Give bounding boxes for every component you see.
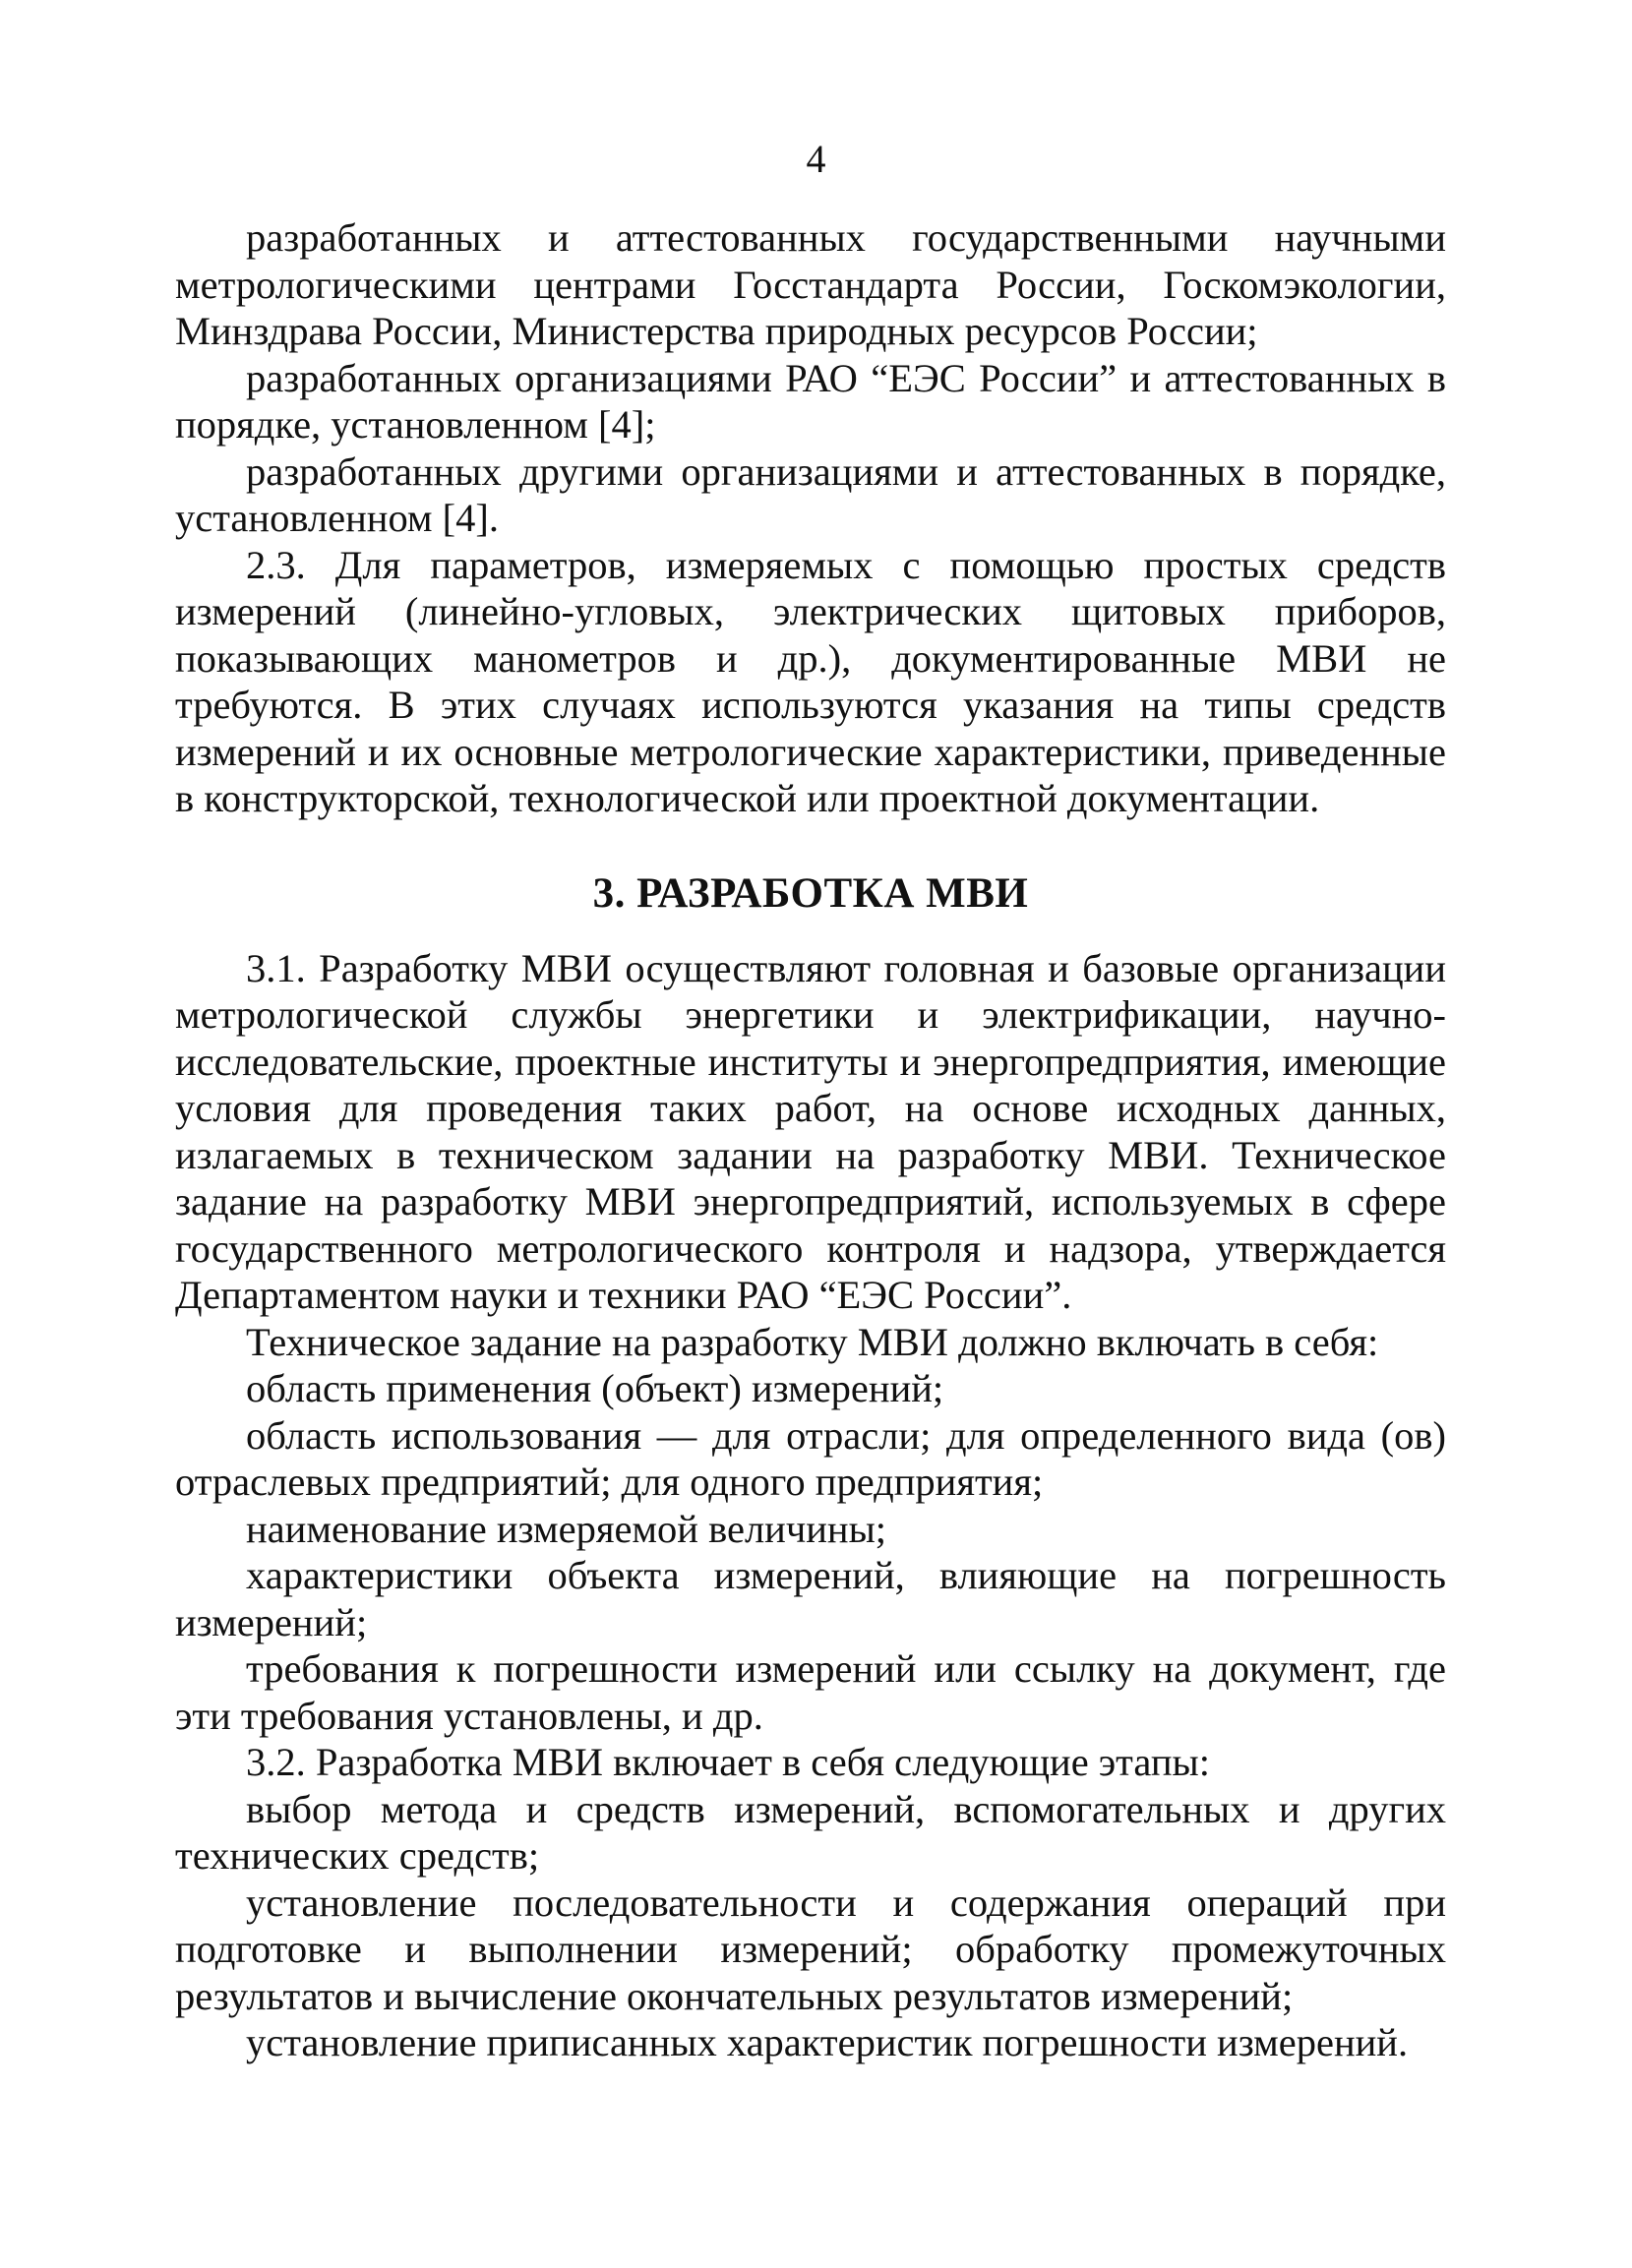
paragraph-3-1: 3.1. Разработку МВИ осуществляют головная и базовые организации метрологической службы энергетики и электрификации, научно-исследовательские, проектные институты и энергопредприятия, имеющие условия для проведения таких работ, на основе исходных данных, излагаемых в техническом задании на разработку МВИ. Техническое задание на разработку МВИ энергопредприятий, используемых в сфере государственного метрологического контроля и надзора, утверждается Департаментом науки и техники РАО “ЕЭС России”. bbox=[175, 945, 1446, 1317]
paragraph: разработанных другими организациями и аттестованных в порядке, установленном [4]. bbox=[175, 448, 1446, 540]
list-item: установление приписанных характеристик погрешности измерений. bbox=[246, 2020, 1409, 2064]
page-number: 4 bbox=[806, 137, 826, 181]
list-item: установление последовательности и содержания операций при подготовке и выполнении измерений; обработку промежуточных результатов и вычисление окончательных результатов измерений; bbox=[175, 1880, 1446, 2018]
list-item: наименование измеряемой величины; bbox=[246, 1506, 887, 1551]
paragraph-3-2: 3.2. Разработка МВИ включает в себя следующие этапы: bbox=[246, 1740, 1210, 1784]
list-item: характеристики объекта измерений, влияющие на погрешность измерений; bbox=[175, 1553, 1446, 1644]
list-item: область использования — для отрасли; для определенного вида (ов) отраслевых предприятий; для одного предприятия; bbox=[175, 1412, 1446, 1504]
paragraph: разработанных организациями РАО “ЕЭС России” и аттестованных в порядке, установленном [4]; bbox=[175, 355, 1446, 447]
list-item: выбор метода и средств измерений, вспомогательных и других технических средств; bbox=[175, 1786, 1446, 1878]
paragraph-2-3: 2.3. Для параметров, измеряемых с помощью простых средств измерений (линейно-угловых, электрических щитовых приборов, показывающих манометров и др.), документированные МВИ не требуются. В этих случаях используются указания на типы средств измерений и их основные метрологические характеристики, приведенные в конструкторской, технологической или проектной документации. bbox=[175, 542, 1446, 820]
paragraph: Техническое задание на разработку МВИ должно включать в себя: bbox=[246, 1319, 1379, 1364]
section-heading: 3. РАЗРАБОТКА МВИ bbox=[592, 869, 1029, 917]
paragraph: разработанных и аттестованных государственными научными метрологическими центрами Госстандарта России, Госкомэкологии, Минздрава России, Министерства природных ресурсов России; bbox=[175, 215, 1446, 353]
list-item: требования к погрешности измерений или ссылку на документ, где эти требования установлены, и др. bbox=[175, 1646, 1446, 1738]
page-body bbox=[175, 214, 1446, 2066]
list-item: область применения (объект) измерений; bbox=[246, 1366, 944, 1410]
